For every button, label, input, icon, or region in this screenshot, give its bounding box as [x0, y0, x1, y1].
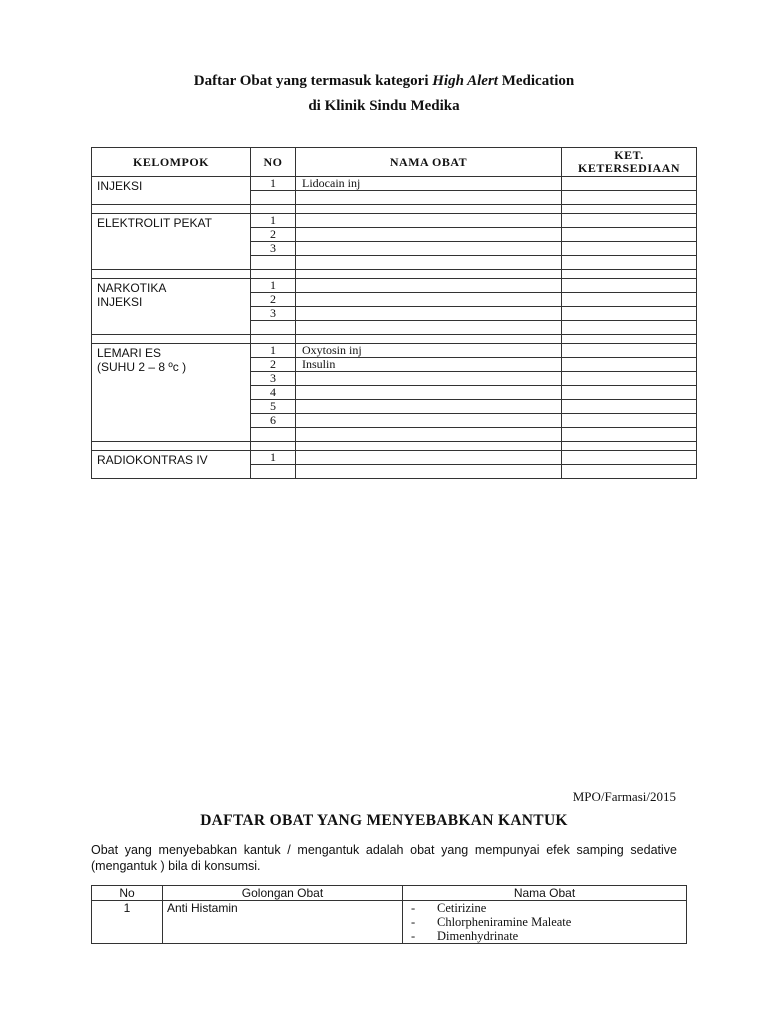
- drug-list: [407, 901, 682, 943]
- row-number: 1: [251, 177, 296, 191]
- drug-name: [296, 242, 562, 256]
- drug-name: [296, 307, 562, 321]
- group-name: ELEKTROLIT PEKAT: [92, 214, 251, 270]
- row-number: [251, 321, 296, 335]
- header-keterangan: KET. KETERSEDIAAN: [562, 148, 697, 177]
- spacer-cell: [92, 205, 251, 214]
- spacer-cell: [92, 335, 251, 344]
- spacer-cell: [296, 270, 562, 279]
- availability-cell: [562, 228, 697, 242]
- availability-cell: [562, 451, 697, 465]
- group-name: LEMARI ES (SUHU 2 – 8 ºc ): [92, 344, 251, 442]
- spacer-cell: [296, 442, 562, 451]
- row-number: 1: [251, 279, 296, 293]
- table-row: [92, 279, 697, 293]
- list-item: [407, 915, 682, 929]
- availability-cell: [562, 321, 697, 335]
- document-title: [0, 73, 768, 90]
- row-number: 1: [92, 901, 163, 944]
- drug-name: [296, 279, 562, 293]
- table-header-row: [92, 886, 687, 901]
- bullet-dash: -: [411, 915, 416, 929]
- list-item: [407, 901, 682, 915]
- header-nama-obat: NAMA OBAT: [296, 148, 562, 177]
- row-number: [251, 256, 296, 270]
- spacer-row: [92, 442, 697, 451]
- drug-list-cell: [403, 901, 687, 944]
- availability-cell: [562, 307, 697, 321]
- drug-name: [296, 228, 562, 242]
- availability-cell: [562, 358, 697, 372]
- spacer-cell: [296, 205, 562, 214]
- availability-cell: [562, 293, 697, 307]
- row-number: [251, 428, 296, 442]
- row-number: 3: [251, 242, 296, 256]
- bullet-dash: -: [411, 901, 416, 915]
- bullet-dash: -: [411, 929, 416, 943]
- row-number: 2: [251, 228, 296, 242]
- availability-cell: [562, 344, 697, 358]
- availability-cell: [562, 214, 697, 228]
- high-alert-table: [91, 147, 697, 479]
- drug-name: [296, 428, 562, 442]
- document-reference: MPO/Farmasi/2015: [572, 789, 676, 804]
- intro-paragraph: Obat yang menyebabkan kantuk / mengantuk adalah obat yang mempunyai efek samping sedative (mengantuk ) bila di konsumsi.: [91, 843, 677, 873]
- availability-cell: [562, 191, 697, 205]
- availability-cell: [562, 279, 697, 293]
- row-number: 3: [251, 372, 296, 386]
- row-number: 6: [251, 414, 296, 428]
- availability-cell: [562, 428, 697, 442]
- availability-cell: [562, 400, 697, 414]
- drug-name: Insulin: [296, 358, 562, 372]
- drug-name: [296, 465, 562, 479]
- drug-name: Oxytosin inj: [296, 344, 562, 358]
- drug-name: Cetirizine: [437, 901, 487, 915]
- row-number: 3: [251, 307, 296, 321]
- group-name: NARKOTIKA INJEKSI: [92, 279, 251, 335]
- drug-name: [296, 293, 562, 307]
- header-no: No: [92, 886, 163, 901]
- spacer-cell: [562, 335, 697, 344]
- availability-cell: [562, 372, 697, 386]
- drug-name: [296, 214, 562, 228]
- row-number: [251, 191, 296, 205]
- spacer-row: [92, 270, 697, 279]
- drowsiness-table: [91, 885, 687, 944]
- group-name: INJEKSI: [92, 177, 251, 205]
- table-row: [92, 901, 687, 944]
- group-name: RADIOKONTRAS IV: [92, 451, 251, 479]
- drug-name: [296, 372, 562, 386]
- availability-cell: [562, 242, 697, 256]
- row-number: 2: [251, 293, 296, 307]
- header-no: NO: [251, 148, 296, 177]
- spacer-row: [92, 335, 697, 344]
- drug-name: [296, 400, 562, 414]
- table-row: [92, 177, 697, 191]
- header-kelompok: KELOMPOK: [92, 148, 251, 177]
- row-number: 1: [251, 214, 296, 228]
- spacer-row: [92, 205, 697, 214]
- row-number: [251, 465, 296, 479]
- availability-cell: [562, 256, 697, 270]
- title-suffix: Medication: [497, 73, 575, 89]
- row-number: 2: [251, 358, 296, 372]
- table-header-row: [92, 148, 697, 177]
- drug-class: Anti Histamin: [163, 901, 403, 944]
- drug-name: Lidocain inj: [296, 177, 562, 191]
- spacer-cell: [562, 205, 697, 214]
- drug-name: Chlorpheniramine Maleate: [437, 915, 572, 929]
- availability-cell: [562, 414, 697, 428]
- availability-cell: [562, 465, 697, 479]
- row-number: 1: [251, 344, 296, 358]
- drug-name: [296, 191, 562, 205]
- drug-name: [296, 321, 562, 335]
- table-row: [92, 214, 697, 228]
- table-row: [92, 451, 697, 465]
- title-text: Daftar Obat yang termasuk kategori: [193, 73, 433, 89]
- spacer-cell: [92, 270, 251, 279]
- row-number: 5: [251, 400, 296, 414]
- document-subtitle: di Klinik Sindu Medika: [308, 98, 460, 114]
- list-item: [407, 929, 682, 943]
- spacer-cell: [562, 270, 697, 279]
- spacer-cell: [562, 442, 697, 451]
- availability-cell: [562, 177, 697, 191]
- table-row: [92, 344, 697, 358]
- spacer-cell: [92, 442, 251, 451]
- section-title: DAFTAR OBAT YANG MENYEBABKAN KANTUK: [200, 812, 568, 829]
- drug-name: [296, 256, 562, 270]
- drug-name: [296, 386, 562, 400]
- title-italic: High Alert: [432, 73, 498, 89]
- header-golongan: Golongan Obat: [163, 886, 403, 901]
- drug-name: [296, 414, 562, 428]
- row-number: 1: [251, 451, 296, 465]
- drug-name: [296, 451, 562, 465]
- header-nama-obat: Nama Obat: [403, 886, 687, 901]
- availability-cell: [562, 386, 697, 400]
- row-number: 4: [251, 386, 296, 400]
- drug-name: Dimenhydrinate: [437, 929, 519, 943]
